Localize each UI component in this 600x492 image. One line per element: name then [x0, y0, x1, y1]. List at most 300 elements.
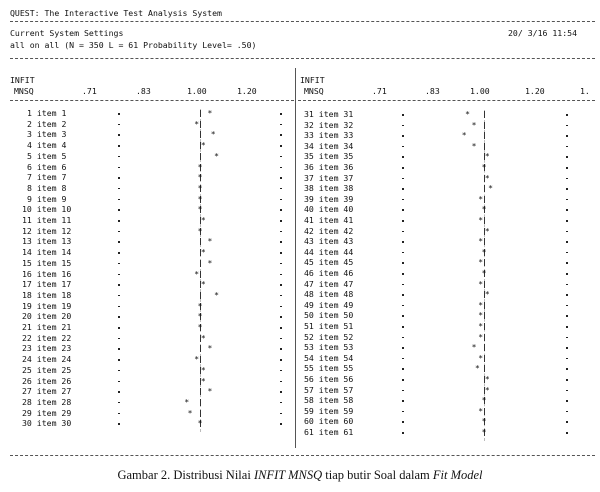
item-point: *: [197, 194, 203, 204]
item-label: 61 item 61: [304, 427, 354, 437]
item-label: 14 item 14: [22, 247, 72, 258]
upper-bound-dot: [566, 167, 568, 169]
lower-bound-dot: [118, 402, 120, 404]
upper-bound-dot: [566, 156, 568, 158]
unity-marker: [484, 238, 485, 245]
lower-bound-dot: [118, 306, 120, 308]
settings-label: Current System Settings: [10, 28, 124, 38]
upper-bound-dot: [280, 167, 282, 169]
item-label: 30 item 30: [22, 418, 72, 429]
lower-bound-dot: [402, 231, 404, 233]
item-label: 60 item 60: [304, 416, 354, 427]
lower-bound-dot: [118, 348, 120, 350]
item-label: 42 item 42: [304, 225, 354, 236]
left-header-infit: INFIT: [10, 75, 35, 85]
item-label: 28 item 28: [22, 396, 72, 407]
unity-marker: [484, 122, 485, 129]
item-point: *: [197, 301, 203, 311]
item-point: *: [197, 173, 203, 183]
upper-bound-dot: [566, 231, 568, 233]
upper-bound-dot: [280, 381, 282, 383]
item-point: *: [197, 312, 203, 322]
upper-bound-dot: [566, 178, 568, 180]
right-tick-083: .83: [425, 86, 440, 96]
lower-bound-dot: [118, 220, 120, 222]
lower-bound-dot: [402, 326, 404, 328]
upper-bound-dot: [280, 338, 282, 340]
lower-bound-dot: [118, 359, 120, 361]
lower-bound-dot: [402, 146, 404, 148]
upper-bound-dot: [566, 358, 568, 360]
upper-bound-dot: [566, 432, 568, 434]
item-label: 26 item 26: [22, 375, 72, 386]
upper-bound-dot: [566, 220, 568, 222]
item-point: *: [481, 247, 487, 257]
upper-bound-dot: [566, 400, 568, 402]
item-label: 31 item 31: [304, 109, 354, 119]
right-tick-071: .71: [372, 86, 387, 96]
lower-bound-dot: [402, 305, 404, 307]
item-point: *: [194, 119, 200, 129]
upper-bound-dot: [566, 262, 568, 264]
item-point: *: [481, 163, 487, 172]
item-point: *: [484, 226, 490, 236]
lower-bound-dot: [118, 423, 120, 425]
item-point: *: [194, 269, 200, 279]
unity-marker: [484, 281, 485, 288]
upper-bound-dot: [280, 316, 282, 318]
lower-bound-dot: [402, 337, 404, 339]
item-point: *: [207, 344, 213, 354]
item-label: 25 item 25: [22, 364, 72, 375]
lower-bound-dot: [402, 421, 404, 423]
upper-bound-dot: [280, 295, 282, 297]
lower-bound-dot: [402, 358, 404, 360]
upper-bound-dot: [566, 379, 568, 381]
item-label: 12 item 12: [22, 225, 72, 236]
lower-bound-dot: [118, 231, 120, 233]
item-label: 50 item 50: [304, 310, 354, 321]
upper-bound-dot: [280, 274, 282, 276]
upper-bound-dot: [280, 252, 282, 254]
lower-bound-dot: [118, 167, 120, 169]
item-point: *: [200, 333, 206, 343]
lower-bound-dot: [118, 177, 120, 179]
item-point: *: [471, 141, 477, 151]
item-point: *: [197, 226, 203, 236]
item-point: *: [210, 130, 216, 140]
item-label: 53 item 53: [304, 342, 354, 353]
unity-marker: [484, 217, 485, 224]
right-header-infit: INFIT: [300, 75, 325, 85]
item-label: 13 item 13: [22, 236, 72, 247]
item-label: 34 item 34: [304, 140, 354, 151]
lower-bound-dot: [402, 315, 404, 317]
window-title: QUEST: The Interactive Test Analysis System: [10, 8, 222, 18]
upper-bound-dot: [566, 337, 568, 339]
upper-bound-dot: [566, 114, 568, 116]
lower-bound-dot: [118, 188, 120, 190]
lower-bound-dot: [402, 167, 404, 169]
lower-bound-dot: [118, 370, 120, 372]
item-point: *: [187, 408, 193, 418]
item-point: *: [481, 428, 487, 437]
lower-bound-dot: [118, 113, 120, 115]
item-label: 55 item 55: [304, 363, 354, 374]
lower-bound-dot: [402, 252, 404, 254]
item-label: 46 item 46: [304, 268, 354, 278]
unity-marker: [484, 259, 485, 266]
lower-bound-dot: [118, 274, 120, 276]
item-label: 38 item 38: [304, 183, 354, 194]
item-label: 29 item 29: [22, 407, 72, 418]
item-point: *: [471, 120, 477, 130]
item-point: *: [478, 216, 484, 225]
upper-bound-dot: [566, 390, 568, 392]
item-point: *: [484, 152, 490, 162]
item-point: *: [200, 141, 206, 151]
item-point: *: [478, 311, 484, 321]
item-label: 9 item 9: [27, 193, 67, 204]
lower-bound-dot: [402, 135, 404, 137]
upper-bound-dot: [566, 421, 568, 423]
left-header-divider: [10, 100, 294, 101]
lower-bound-dot: [118, 145, 120, 147]
upper-bound-dot: [566, 411, 568, 413]
upper-bound-dot: [280, 199, 282, 201]
unity-marker: [200, 399, 201, 406]
unity-marker: [200, 271, 201, 278]
unity-marker: [200, 131, 201, 138]
lower-bound-dot: [402, 294, 404, 296]
lower-bound-dot: [402, 400, 404, 402]
unity-marker: [484, 312, 485, 319]
item-point: *: [481, 269, 487, 278]
unity-marker: [200, 388, 201, 395]
lower-bound-dot: [402, 379, 404, 381]
item-point: *: [197, 183, 203, 193]
item-label: 40 item 40: [304, 204, 354, 215]
figure-caption: [0, 468, 600, 483]
unity-marker: [200, 238, 201, 245]
item-point: *: [200, 365, 206, 375]
top-divider: [10, 21, 595, 22]
item-point: *: [488, 184, 493, 194]
upper-bound-dot: [280, 113, 282, 115]
item-point: *: [207, 387, 213, 397]
upper-bound-dot: [566, 315, 568, 317]
caption-middle: tiap butir Soal dalam: [322, 468, 433, 482]
panel-separator: [295, 68, 296, 448]
item-label: 5 item 5: [27, 150, 67, 161]
lower-bound-dot: [118, 413, 120, 415]
item-label: 52 item 52: [304, 331, 354, 342]
item-label: 6 item 6: [27, 161, 67, 172]
item-point: *: [484, 375, 490, 384]
upper-bound-dot: [566, 326, 568, 328]
item-label: 7 item 7: [27, 172, 67, 183]
lower-bound-dot: [118, 209, 120, 211]
lower-bound-dot: [118, 199, 120, 201]
lower-bound-dot: [402, 209, 404, 211]
upper-bound-dot: [566, 368, 568, 370]
item-label: 54 item 54: [304, 352, 354, 363]
upper-bound-dot: [566, 273, 568, 275]
lower-bound-dot: [118, 295, 120, 297]
unity-marker: [200, 153, 201, 160]
upper-bound-dot: [280, 327, 282, 329]
upper-bound-dot: [566, 284, 568, 286]
item-point: *: [484, 290, 490, 300]
upper-bound-dot: [280, 220, 282, 222]
upper-bound-dot: [280, 241, 282, 243]
upper-bound-dot: [280, 188, 282, 190]
item-label: 36 item 36: [304, 162, 354, 172]
item-point: *: [478, 194, 484, 204]
lower-bound-dot: [402, 390, 404, 392]
item-point: *: [465, 110, 470, 119]
item-point: *: [474, 364, 480, 374]
lower-bound-dot: [402, 241, 404, 243]
item-label: 19 item 19: [22, 300, 72, 311]
upper-bound-dot: [280, 348, 282, 350]
caption-em2: Fit Model: [432, 468, 483, 482]
item-point: *: [214, 151, 219, 161]
item-point: *: [214, 290, 219, 300]
item-label: 43 item 43: [304, 236, 354, 247]
upper-bound-dot: [566, 294, 568, 296]
item-point: *: [484, 173, 490, 183]
upper-bound-dot: [280, 134, 282, 136]
unity-marker: [484, 323, 485, 330]
caption-prefix: Gambar 2. Distribusi Nilai: [117, 468, 254, 482]
lower-bound-dot: [402, 125, 404, 127]
item-point: *: [184, 397, 190, 407]
unity-marker: [484, 408, 485, 415]
item-label: 39 item 39: [304, 193, 354, 204]
upper-bound-dot: [280, 156, 282, 158]
item-point: *: [207, 237, 213, 247]
upper-bound-dot: [280, 145, 282, 147]
unity-marker: [484, 365, 485, 372]
lower-bound-dot: [402, 262, 404, 264]
right-header-mnsq: MNSQ: [304, 86, 324, 96]
item-label: 11 item 11: [22, 215, 72, 225]
lower-bound-dot: [402, 368, 404, 370]
upper-bound-dot: [280, 284, 282, 286]
item-label: 58 item 58: [304, 395, 354, 406]
upper-bound-dot: [566, 209, 568, 211]
item-point: *: [207, 109, 213, 118]
lower-bound-dot: [118, 134, 120, 136]
unity-marker: [200, 410, 201, 417]
lower-bound-dot: [402, 347, 404, 349]
upper-bound-dot: [280, 306, 282, 308]
item-label: 48 item 48: [304, 289, 354, 300]
caption-em1: INFIT MNSQ: [253, 468, 323, 482]
item-point: *: [478, 279, 484, 289]
lower-bound-dot: [402, 273, 404, 275]
item-label: 17 item 17: [22, 279, 72, 290]
upper-bound-dot: [566, 241, 568, 243]
unity-marker: [484, 355, 485, 362]
item-label: 15 item 15: [22, 257, 72, 268]
right-tick-120: 1.20: [525, 86, 545, 96]
upper-bound-dot: [566, 305, 568, 307]
item-label: 37 item 37: [304, 172, 354, 183]
item-point: *: [200, 280, 206, 290]
item-point: *: [478, 322, 484, 331]
upper-bound-dot: [280, 124, 282, 126]
item-label: 59 item 59: [304, 405, 354, 416]
item-point: *: [481, 205, 487, 215]
item-label: 16 item 16: [22, 268, 72, 279]
upper-bound-dot: [566, 199, 568, 201]
upper-bound-dot: [280, 359, 282, 361]
item-label: 27 item 27: [22, 386, 72, 397]
lower-bound-dot: [118, 263, 120, 265]
item-label: 56 item 56: [304, 374, 354, 384]
lower-bound-dot: [402, 114, 404, 116]
item-point: *: [471, 343, 477, 353]
upper-bound-dot: [280, 402, 282, 404]
upper-bound-dot: [280, 263, 282, 265]
item-point: *: [197, 205, 203, 215]
item-point: *: [207, 258, 213, 268]
item-point: *: [200, 376, 206, 386]
item-label: 44 item 44: [304, 246, 354, 257]
left-tick-120: 1.20: [237, 86, 257, 96]
unity-marker: [484, 111, 485, 118]
item-point: *: [194, 355, 200, 365]
item-point: *: [481, 396, 487, 406]
date-time: 20/ 3/16 11:54: [508, 28, 578, 38]
item-label: 10 item 10: [22, 204, 72, 215]
lower-bound-dot: [118, 252, 120, 254]
item-point: *: [197, 162, 203, 172]
lower-bound-dot: [402, 156, 404, 158]
lower-bound-dot: [118, 327, 120, 329]
settings-divider: [10, 58, 595, 59]
upper-bound-dot: [280, 370, 282, 372]
unity-marker: [484, 196, 485, 203]
item-point: *: [197, 323, 203, 332]
item-label: 18 item 18: [22, 289, 72, 300]
unity-marker: [200, 121, 201, 128]
unity-marker: [200, 260, 201, 267]
item-point: *: [197, 419, 203, 429]
unity-marker: [200, 110, 201, 117]
left-tick-083: .83: [136, 86, 151, 96]
upper-bound-dot: [566, 188, 568, 190]
item-label: 1 item 1: [27, 108, 67, 118]
unity-marker: [484, 143, 485, 150]
item-label: 21 item 21: [22, 322, 72, 332]
item-label: 41 item 41: [304, 215, 354, 225]
lower-bound-dot: [118, 156, 120, 158]
lower-bound-dot: [402, 199, 404, 201]
item-point: *: [200, 216, 206, 225]
lower-bound-dot: [402, 220, 404, 222]
item-label: 57 item 57: [304, 384, 354, 395]
upper-bound-dot: [280, 209, 282, 211]
unity-marker: [200, 292, 201, 299]
unity-marker: [484, 344, 485, 351]
item-point: *: [478, 258, 484, 268]
item-label: 2 item 2: [27, 118, 67, 129]
right-tick-cut: 1.: [580, 86, 590, 96]
upper-bound-dot: [566, 146, 568, 148]
lower-bound-dot: [402, 284, 404, 286]
lower-bound-dot: [118, 316, 120, 318]
item-point: *: [478, 237, 484, 247]
lower-bound-dot: [402, 432, 404, 434]
lower-bound-dot: [118, 338, 120, 340]
item-point: *: [481, 417, 487, 427]
upper-bound-dot: [566, 135, 568, 137]
bottom-divider: [10, 455, 595, 456]
upper-bound-dot: [280, 231, 282, 233]
item-point: *: [461, 131, 467, 141]
left-tick-100: 1.00: [187, 86, 207, 96]
lower-bound-dot: [402, 178, 404, 180]
upper-bound-dot: [280, 391, 282, 393]
item-label: 8 item 8: [27, 182, 67, 193]
upper-bound-dot: [566, 252, 568, 254]
upper-bound-dot: [280, 413, 282, 415]
unity-marker: [200, 356, 201, 363]
right-header-divider: [298, 100, 595, 101]
unity-marker: [484, 132, 485, 139]
item-label: 22 item 22: [22, 332, 72, 343]
lower-bound-dot: [402, 188, 404, 190]
item-label: 20 item 20: [22, 311, 72, 322]
item-label: 32 item 32: [304, 119, 354, 130]
lower-bound-dot: [402, 411, 404, 413]
left-header-mnsq: MNSQ: [14, 86, 34, 96]
item-point: *: [484, 385, 490, 395]
right-tick-100: 1.00: [470, 86, 490, 96]
upper-bound-dot: [566, 125, 568, 127]
item-label: 33 item 33: [304, 130, 354, 141]
left-tick-071: .71: [82, 86, 97, 96]
item-point: *: [478, 353, 484, 363]
item-label: 45 item 45: [304, 257, 354, 268]
upper-bound-dot: [280, 177, 282, 179]
item-label: 35 item 35: [304, 151, 354, 162]
item-label: 24 item 24: [22, 354, 72, 365]
item-label: 51 item 51: [304, 321, 354, 331]
item-point: *: [478, 332, 484, 342]
run-info: all on all (N = 350 L = 61 Probability Level= .50): [10, 40, 257, 50]
lower-bound-dot: [118, 241, 120, 243]
upper-bound-dot: [280, 423, 282, 425]
item-point: *: [200, 248, 206, 258]
item-point: *: [478, 406, 484, 416]
lower-bound-dot: [118, 284, 120, 286]
unity-marker: [484, 334, 485, 341]
item-label: 47 item 47: [304, 278, 354, 289]
unity-marker: [200, 345, 201, 352]
unity-marker: [484, 302, 485, 309]
lower-bound-dot: [118, 124, 120, 126]
unity-marker: [484, 185, 485, 192]
lower-bound-dot: [118, 391, 120, 393]
item-label: 4 item 4: [27, 140, 67, 151]
lower-bound-dot: [118, 381, 120, 383]
item-label: 23 item 23: [22, 343, 72, 354]
item-point: *: [478, 300, 484, 310]
